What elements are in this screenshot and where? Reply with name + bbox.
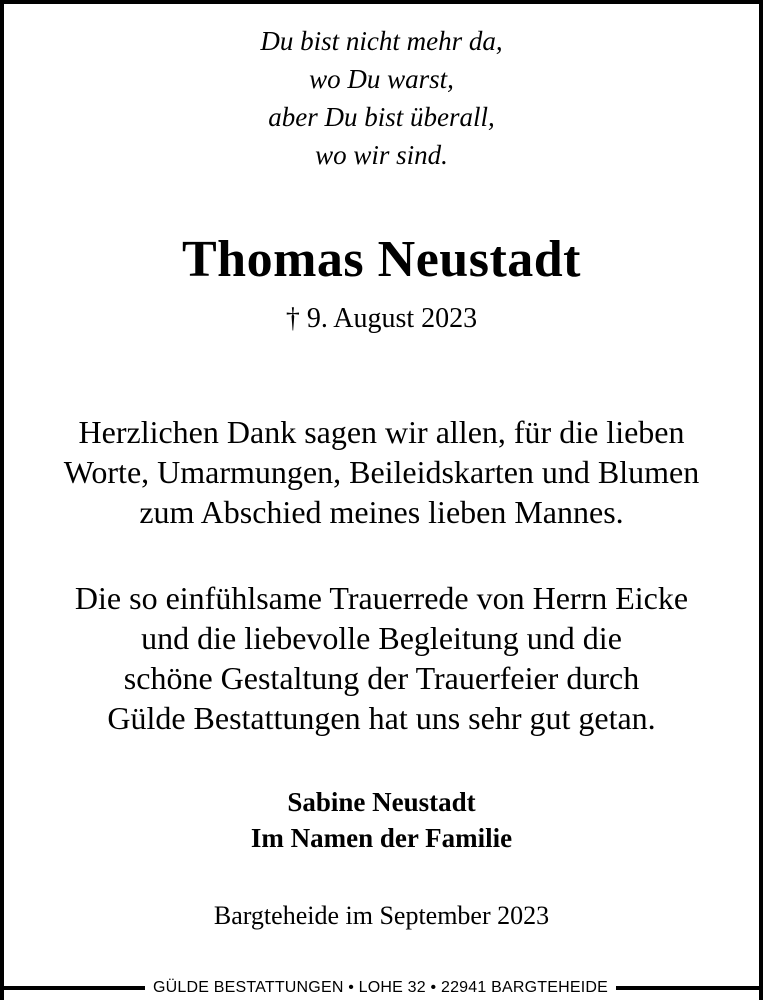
poem-line: wo Du warst, [309,64,454,94]
thanks-line: Gülde Bestattungen hat uns sehr gut getan. [107,700,656,736]
thanks-line: und die liebevolle Begleitung und die [141,620,622,656]
signature-line: Sabine Neustadt [287,787,476,817]
death-date: † 9. August 2023 [285,303,478,334]
signature-line: Im Namen der Familie [250,823,513,853]
poem-line: aber Du bist überall, [268,102,495,132]
signature [0,784,763,856]
footer-rule-left [0,986,145,990]
thanks-line: zum Abschied meines lieben Mannes. [139,494,624,530]
footer-rule-right [616,986,763,990]
thanks-line: schöne Gestaltung der Trauerfeier durch [123,660,640,696]
poem-line: Du bist nicht mehr da, [260,26,503,56]
thanks-paragraph-2 [0,578,763,738]
thanks-line: Die so einfühlsame Trauerrede von Herrn Eicke [74,580,689,616]
thanks-line: Worte, Umarmungen, Beileidskarten und Blumen [63,454,700,490]
thanks-line: Herzlichen Dank sagen wir allen, für die lieben [78,414,685,450]
thanks-paragraph-1 [0,412,763,532]
place-date: Bargteheide im September 2023 [213,901,550,930]
poem [0,22,763,174]
deceased-name: Thomas Neustadt [182,231,581,288]
footer-text: GÜLDE BESTATTUNGEN • LOHE 32 • 22941 BARGTEHEIDE [152,979,608,996]
poem-line: wo wir sind. [315,140,448,170]
footer-bar [0,977,763,997]
